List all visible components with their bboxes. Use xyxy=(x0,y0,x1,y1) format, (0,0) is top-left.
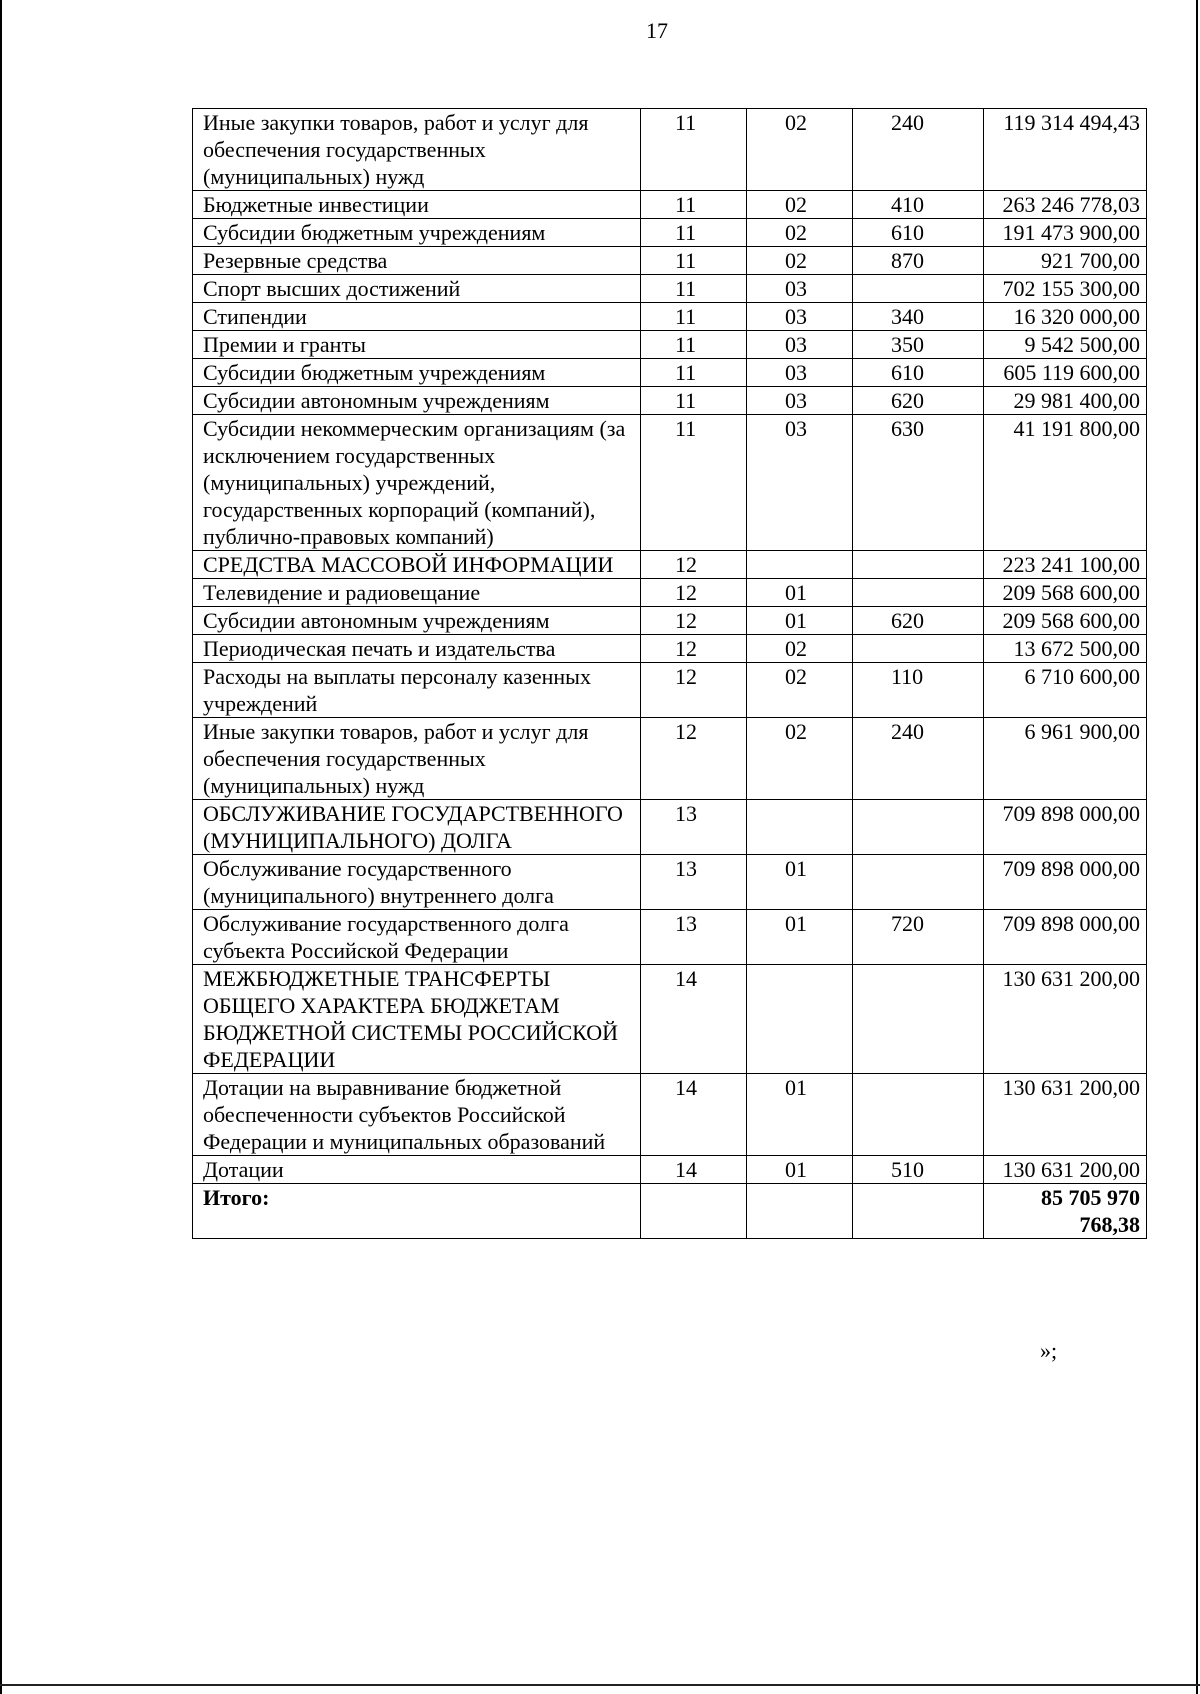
row-amount-cell: 605 119 600,00 xyxy=(984,359,1147,387)
row-name-cell: Иные закупки товаров, работ и услуг для обеспечения государственных (муниципальных) нужд xyxy=(193,718,641,800)
row-subsection-cell: 01 xyxy=(747,1074,853,1156)
row-section-cell: 11 xyxy=(641,303,747,331)
row-name-cell: Обслуживание государственного долга субъекта Российской Федерации xyxy=(193,910,641,965)
row-section-cell: 12 xyxy=(641,607,747,635)
budget-table-body xyxy=(193,109,1147,1239)
table-row xyxy=(193,1074,1147,1156)
row-section-cell: 11 xyxy=(641,191,747,219)
row-type-cell: 510 xyxy=(853,1156,984,1184)
row-amount-cell: 263 246 778,03 xyxy=(984,191,1147,219)
row-name-cell: Субсидии автономным учреждениям xyxy=(193,387,641,415)
table-row xyxy=(193,275,1147,303)
table-row xyxy=(193,1156,1147,1184)
row-type-cell xyxy=(853,551,984,579)
row-section-cell: 14 xyxy=(641,1074,747,1156)
table-row xyxy=(193,303,1147,331)
row-name-cell: СРЕДСТВА МАССОВОЙ ИНФОРМАЦИИ xyxy=(193,551,641,579)
row-subsection-cell xyxy=(747,800,853,855)
row-section-cell: 12 xyxy=(641,551,747,579)
row-amount-cell: 9 542 500,00 xyxy=(984,331,1147,359)
row-subsection-cell: 03 xyxy=(747,387,853,415)
row-amount-cell: 130 631 200,00 xyxy=(984,965,1147,1074)
row-amount-cell: 709 898 000,00 xyxy=(984,855,1147,910)
scan-edge-left xyxy=(0,0,2,1694)
row-type-cell xyxy=(853,855,984,910)
page-number: 17 xyxy=(646,18,668,43)
row-section-cell: 14 xyxy=(641,1156,747,1184)
row-name-cell: Иные закупки товаров, работ и услуг для обеспечения государственных (муниципальных) нужд xyxy=(193,109,641,191)
row-subsection-cell: 01 xyxy=(747,855,853,910)
closing-quote-mark: »; xyxy=(1040,1338,1058,1363)
row-section-cell: 13 xyxy=(641,910,747,965)
row-type-cell xyxy=(853,275,984,303)
row-subsection-cell: 01 xyxy=(747,607,853,635)
row-subsection-cell: 02 xyxy=(747,247,853,275)
row-subsection-cell: 01 xyxy=(747,579,853,607)
row-type-cell: 340 xyxy=(853,303,984,331)
row-amount-cell: 16 320 000,00 xyxy=(984,303,1147,331)
row-name-cell: Субсидии автономным учреждениям xyxy=(193,607,641,635)
row-subsection-cell: 03 xyxy=(747,275,853,303)
row-name-cell: ОБСЛУЖИВАНИЕ ГОСУДАРСТВЕННОГО (МУНИЦИПАЛЬНОГО) ДОЛГА xyxy=(193,800,641,855)
row-type-cell: 610 xyxy=(853,359,984,387)
row-subsection-cell: 02 xyxy=(747,635,853,663)
row-section-cell: 11 xyxy=(641,415,747,551)
table-row xyxy=(193,359,1147,387)
row-type-cell xyxy=(853,635,984,663)
row-subsection-cell xyxy=(747,551,853,579)
total-subsection-cell xyxy=(747,1184,853,1239)
table-row xyxy=(193,191,1147,219)
row-section-cell: 12 xyxy=(641,635,747,663)
row-name-cell: Спорт высших достижений xyxy=(193,275,641,303)
row-amount-cell: 41 191 800,00 xyxy=(984,415,1147,551)
row-name-cell: Бюджетные инвестиции xyxy=(193,191,641,219)
row-type-cell: 620 xyxy=(853,607,984,635)
row-type-cell: 240 xyxy=(853,718,984,800)
row-type-cell: 110 xyxy=(853,663,984,718)
table-row xyxy=(193,415,1147,551)
table-row xyxy=(193,607,1147,635)
row-subsection-cell: 02 xyxy=(747,219,853,247)
total-type-cell xyxy=(853,1184,984,1239)
row-type-cell: 630 xyxy=(853,415,984,551)
row-name-cell: Стипендии xyxy=(193,303,641,331)
row-amount-cell: 6 961 900,00 xyxy=(984,718,1147,800)
row-amount-cell: 921 700,00 xyxy=(984,247,1147,275)
row-name-cell: Премии и гранты xyxy=(193,331,641,359)
table-row xyxy=(193,331,1147,359)
row-type-cell xyxy=(853,1074,984,1156)
row-amount-cell: 702 155 300,00 xyxy=(984,275,1147,303)
row-type-cell: 410 xyxy=(853,191,984,219)
row-subsection-cell: 02 xyxy=(747,663,853,718)
row-type-cell: 240 xyxy=(853,109,984,191)
row-name-cell: Обслуживание государственного (муниципального) внутреннего долга xyxy=(193,855,641,910)
row-type-cell: 350 xyxy=(853,331,984,359)
row-section-cell: 11 xyxy=(641,331,747,359)
row-type-cell: 870 xyxy=(853,247,984,275)
row-name-cell: МЕЖБЮДЖЕТНЫЕ ТРАНСФЕРТЫ ОБЩЕГО ХАРАКТЕРА БЮДЖЕТАМ БЮДЖЕТНОЙ СИСТЕМЫ РОССИЙСКОЙ ФЕДЕРАЦИИ xyxy=(193,965,641,1074)
row-subsection-cell: 02 xyxy=(747,109,853,191)
table-row xyxy=(193,663,1147,718)
table-row xyxy=(193,965,1147,1074)
row-section-cell: 11 xyxy=(641,275,747,303)
row-type-cell: 720 xyxy=(853,910,984,965)
row-section-cell: 13 xyxy=(641,800,747,855)
row-section-cell: 12 xyxy=(641,718,747,800)
total-row xyxy=(193,1184,1147,1239)
row-name-cell: Дотации xyxy=(193,1156,641,1184)
row-amount-cell: 223 241 100,00 xyxy=(984,551,1147,579)
row-section-cell: 11 xyxy=(641,219,747,247)
row-name-cell: Субсидии бюджетным учреждениям xyxy=(193,219,641,247)
row-type-cell: 610 xyxy=(853,219,984,247)
row-amount-cell: 29 981 400,00 xyxy=(984,387,1147,415)
row-subsection-cell: 03 xyxy=(747,331,853,359)
row-section-cell: 11 xyxy=(641,109,747,191)
row-subsection-cell: 01 xyxy=(747,910,853,965)
scan-edge-right xyxy=(1196,0,1198,1694)
budget-table xyxy=(192,108,1147,1239)
total-amount: 85 705 970 768,38 xyxy=(984,1184,1147,1239)
row-name-cell: Периодическая печать и издательства xyxy=(193,635,641,663)
table-row xyxy=(193,247,1147,275)
table-row xyxy=(193,635,1147,663)
row-name-cell: Субсидии некоммерческим организациям (за исключением государственных (муниципальных) учреждений, государственных корпораций (компаний), публично-правовых компаний) xyxy=(193,415,641,551)
table-row xyxy=(193,855,1147,910)
row-name-cell: Субсидии бюджетным учреждениям xyxy=(193,359,641,387)
row-name-cell: Расходы на выплаты персоналу казенных учреждений xyxy=(193,663,641,718)
row-subsection-cell xyxy=(747,965,853,1074)
total-label: Итого: xyxy=(193,1184,641,1239)
row-section-cell: 12 xyxy=(641,579,747,607)
row-amount-cell: 209 568 600,00 xyxy=(984,579,1147,607)
row-amount-cell: 119 314 494,43 xyxy=(984,109,1147,191)
scan-edge-bottom xyxy=(0,1684,1200,1686)
row-type-cell xyxy=(853,579,984,607)
row-amount-cell: 130 631 200,00 xyxy=(984,1074,1147,1156)
row-amount-cell: 209 568 600,00 xyxy=(984,607,1147,635)
table-row xyxy=(193,579,1147,607)
table-row xyxy=(193,551,1147,579)
row-type-cell: 620 xyxy=(853,387,984,415)
row-section-cell: 11 xyxy=(641,387,747,415)
row-amount-cell: 130 631 200,00 xyxy=(984,1156,1147,1184)
table-row xyxy=(193,800,1147,855)
table-row xyxy=(193,109,1147,191)
table-row xyxy=(193,219,1147,247)
row-subsection-cell: 02 xyxy=(747,191,853,219)
row-amount-cell: 13 672 500,00 xyxy=(984,635,1147,663)
row-amount-cell: 709 898 000,00 xyxy=(984,910,1147,965)
row-section-cell: 12 xyxy=(641,663,747,718)
row-subsection-cell: 01 xyxy=(747,1156,853,1184)
row-name-cell: Резервные средства xyxy=(193,247,641,275)
row-amount-cell: 191 473 900,00 xyxy=(984,219,1147,247)
row-name-cell: Телевидение и радиовещание xyxy=(193,579,641,607)
table-row xyxy=(193,910,1147,965)
row-section-cell: 13 xyxy=(641,855,747,910)
total-section-cell xyxy=(641,1184,747,1239)
row-name-cell: Дотации на выравнивание бюджетной обеспеченности субъектов Российской Федерации и муниципальных образований xyxy=(193,1074,641,1156)
row-section-cell: 11 xyxy=(641,247,747,275)
table-row xyxy=(193,718,1147,800)
row-type-cell xyxy=(853,965,984,1074)
row-subsection-cell: 02 xyxy=(747,718,853,800)
row-section-cell: 11 xyxy=(641,359,747,387)
row-subsection-cell: 03 xyxy=(747,303,853,331)
row-type-cell xyxy=(853,800,984,855)
row-amount-cell: 6 710 600,00 xyxy=(984,663,1147,718)
row-subsection-cell: 03 xyxy=(747,415,853,551)
row-amount-cell: 709 898 000,00 xyxy=(984,800,1147,855)
row-subsection-cell: 03 xyxy=(747,359,853,387)
table-row xyxy=(193,387,1147,415)
row-section-cell: 14 xyxy=(641,965,747,1074)
